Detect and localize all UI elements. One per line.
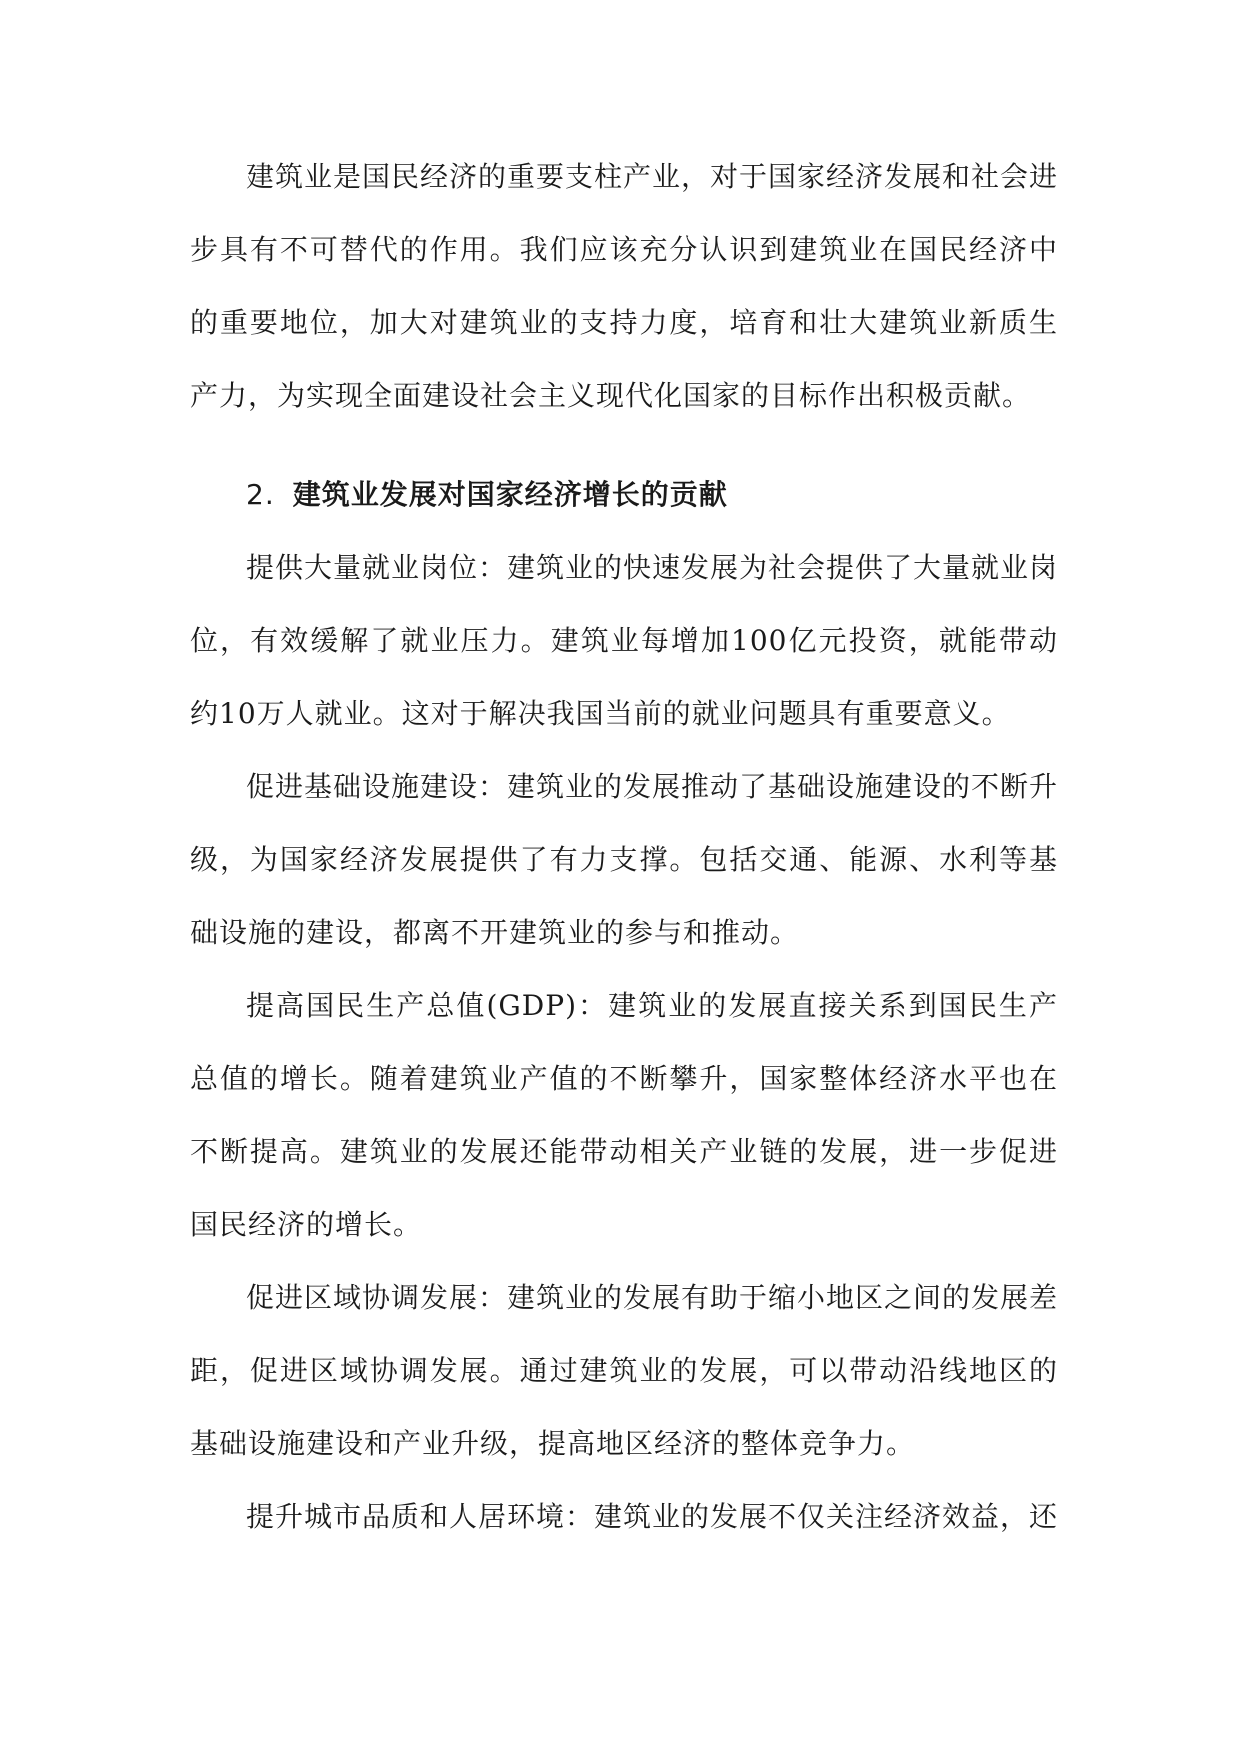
paragraph-employment: 提供大量就业岗位：建筑业的快速发展为社会提供了大量就业岗位，有效缓解了就业压力。建筑业每增加100亿元投资，就能带动约10万人就业。这对于解决我国当前的就业问题具有重要意义。 bbox=[190, 551, 1059, 730]
paragraph-infrastructure: 促进基础设施建设：建筑业的发展推动了基础设施建设的不断升级，为国家经济发展提供了有力支撑。包括交通、能源、水利等基础设施的建设，都离不开建筑业的参与和推动。 bbox=[190, 770, 1059, 949]
paragraph-regional: 促进区域协调发展：建筑业的发展有助于缩小地区之间的发展差距，促进区域协调发展。通过建筑业的发展，可以带动沿线地区的基础设施建设和产业升级，提高地区经济的整体竞争力。 bbox=[190, 1281, 1059, 1460]
paragraph-urban: 提升城市品质和人居环境：建筑业的发展不仅关注经济效益，还 bbox=[246, 1500, 1059, 1533]
document-body bbox=[190, 140, 1058, 1553]
section-title: 建筑业发展对国家经济增长的贡献 bbox=[292, 478, 728, 511]
paragraph-intro: 建筑业是国民经济的重要支柱产业，对于国家经济发展和社会进步具有不可替代的作用。我们应该充分认识到建筑业在国民经济中的重要地位，加大对建筑业的支持力度，培育和壮大建筑业新质生产力，为实现全面建设社会主义现代化国家的目标作出积极贡献。 bbox=[190, 160, 1059, 412]
section-heading bbox=[190, 458, 1058, 531]
section-number: 2. bbox=[246, 478, 275, 511]
paragraph-gdp: 提高国民生产总值(GDP)：建筑业的发展直接关系到国民生产总值的增长。随着建筑业产值的不断攀升，国家整体经济水平也在不断提高。建筑业的发展还能带动相关产业链的发展，进一步促进国民经济的增长。 bbox=[190, 989, 1058, 1241]
